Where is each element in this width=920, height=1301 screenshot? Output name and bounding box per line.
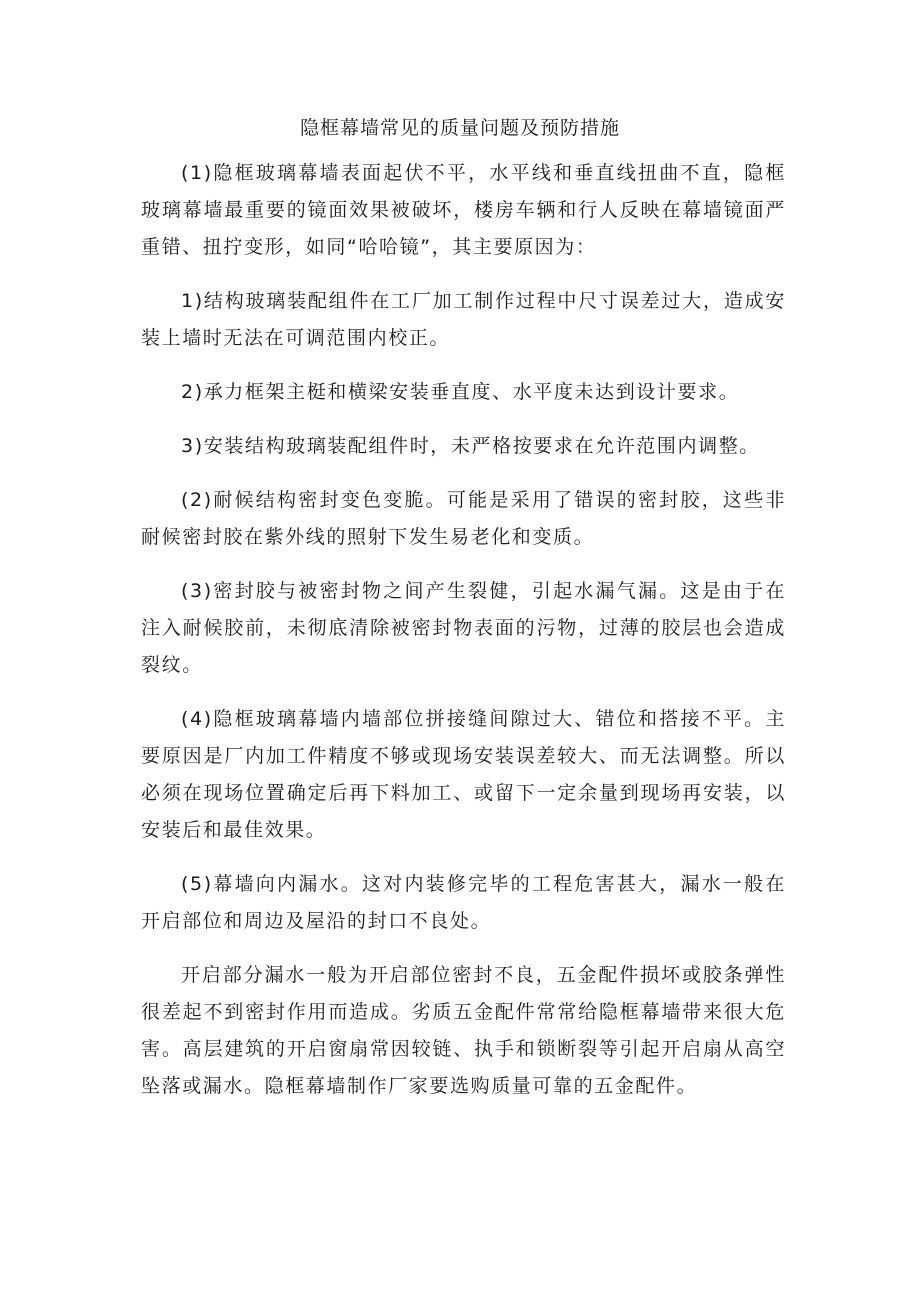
paragraph-5: (2)耐候结构密封变色变脆。可能是采用了错误的密封胶，这些非耐候密封胶在紫外线的照射下发生易老化和变质。 xyxy=(141,489,786,548)
document-body xyxy=(141,155,786,1122)
paragraph-9: 开启部分漏水一般为开启部位密封不良，五金配件损坏或胶条弹性很差起不到密封作用而造成。劣质五金配件常常给隐框幕墙带来很大危害。高层建筑的开启窗扇常因较链、执手和锁断裂等引起开启扇从高空坠落或漏水。隐框幕墙制作厂家要选购质量可靠的五金配件。 xyxy=(141,964,786,1097)
paragraph-7: (4)隐框玻璃幕墙内墙部位拼接缝间隙过大、错位和搭接不平。主要原因是厂内加工件精度不够或现场安装误差较大、而无法调整。所以必须在现场位置确定后再下料加工、或留下一定余量到现场再安装，以安装后和最佳效果。 xyxy=(141,708,786,841)
paragraph-1: (1)隐框玻璃幕墙表面起伏不平，水平线和垂直线扭曲不直，隐框玻璃幕墙最重要的镜面效果被破坏，楼房车辆和行人反映在幕墙镜面严重错、扭拧变形，如同“哈哈镜”，其主要原因为： xyxy=(141,162,786,258)
paragraph-3: 2)承力框架主梃和横梁安装垂直度、水平度未达到设计要求。 xyxy=(181,381,740,403)
paragraph-6: (3)密封胶与被密封物之间产生裂健，引起水漏气漏。这是由于在注入耐候胶前，未彻底清除被密封物表面的污物，过薄的胶层也会造成裂纹。 xyxy=(141,580,786,676)
paragraph-4: 3)安装结构玻璃装配组件时，未严格按要求在允许范围内调整。 xyxy=(181,435,760,457)
document-title: 隐框幕墙常见的质量问题及预防措施 xyxy=(299,117,620,139)
paragraph-8: (5)幕墙向内漏水。这对内装修完毕的工程危害甚大，漏水一般在开启部位和周边及屋沿的封口不良处。 xyxy=(141,873,786,932)
paragraph-2: 1)结构玻璃装配组件在工厂加工制作过程中尺寸误差过大，造成安装上墙时无法在可调范围内校正。 xyxy=(141,290,786,349)
